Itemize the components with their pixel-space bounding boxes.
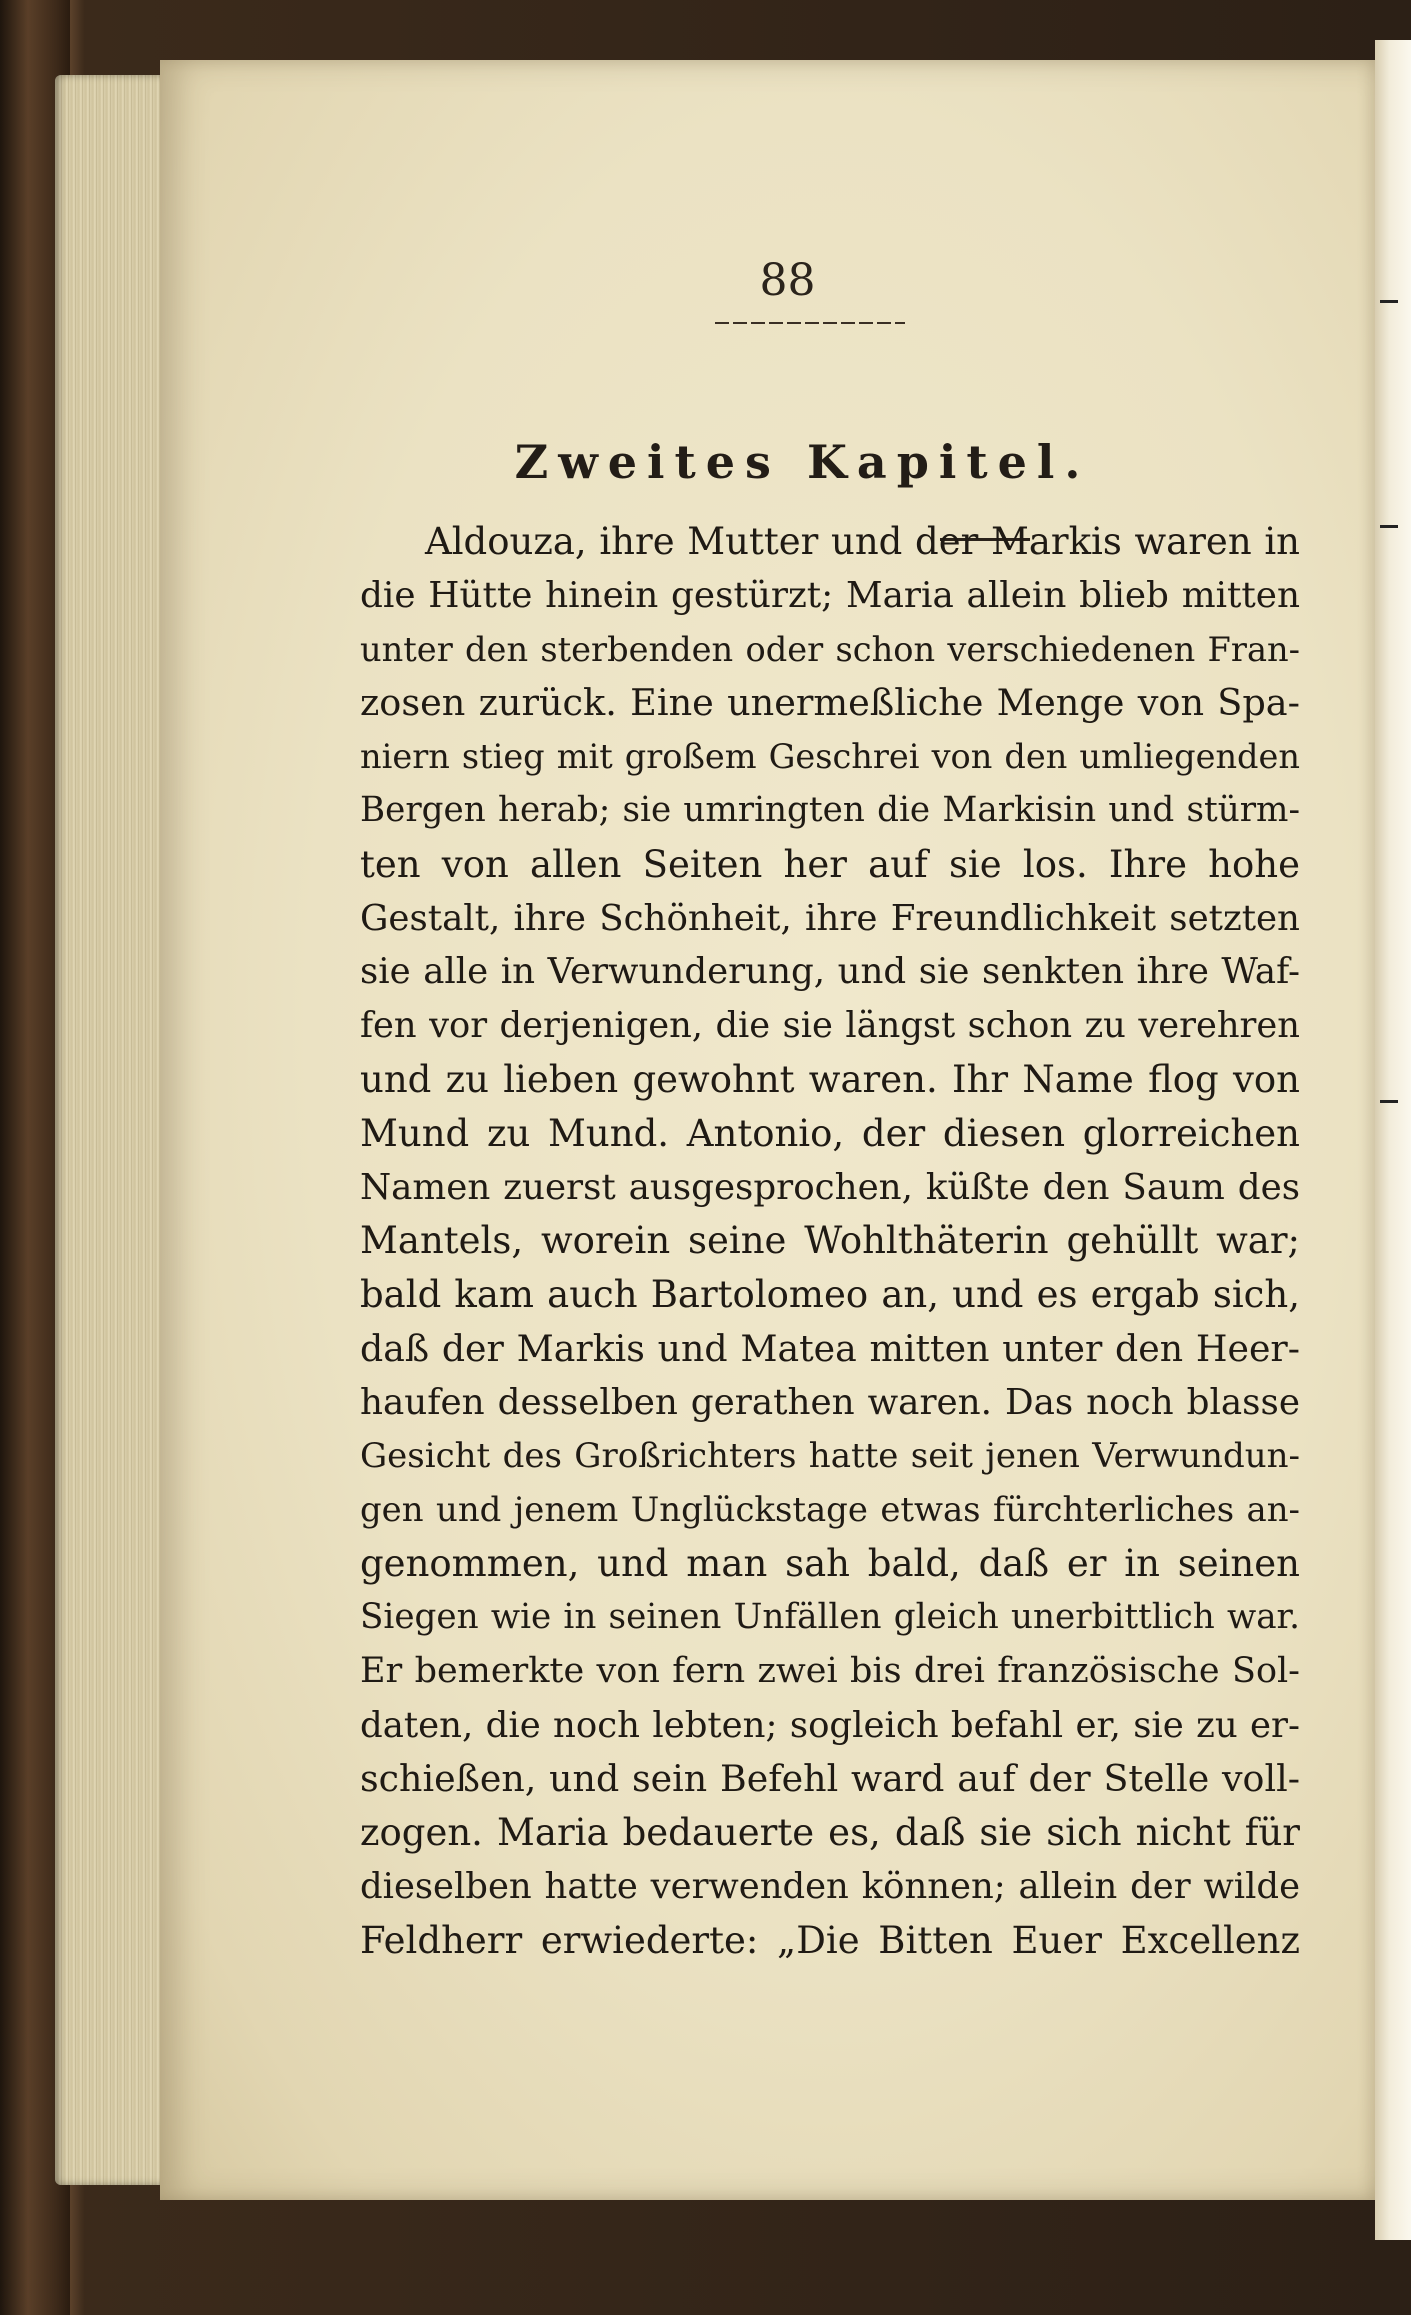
text-line: daten, die noch lebten; sogleich befahl er, sie zu er-: [360, 1704, 1300, 1746]
text-line: Gestalt, ihre Schönheit, ihre Freundlichkeit setzten: [360, 897, 1300, 939]
header-rule: [715, 322, 905, 324]
text-line: Gesicht des Großrichters hatte seit jenen Verwundun-: [360, 1435, 1300, 1476]
body-text: [360, 515, 1300, 1968]
text-line: bald kam auch Bartolomeo an, und es ergab sich,: [360, 1273, 1300, 1317]
text-line: gen und jenem Unglückstage etwas fürchterliches an-: [360, 1490, 1300, 1530]
text-line: niern stieg mit großem Geschrei von den umliegenden: [360, 737, 1300, 777]
text-line: Mund zu Mund. Antonio, der diesen glorreichen: [360, 1111, 1300, 1155]
text-line: Er bemerkte von fern zwei bis drei französische Sol-: [360, 1650, 1300, 1691]
text-line: Aldouza, ihre Mutter und der Markis waren in: [425, 520, 1300, 563]
text-line: Mantels, worein seine Wohlthäterin gehüllt war;: [360, 1219, 1300, 1263]
margin-tick: [1380, 1100, 1398, 1103]
text-line: dieselben hatte verwenden können; allein der wilde: [360, 1865, 1300, 1907]
text-line: haufen desselben gerathen waren. Das noch blasse: [360, 1381, 1300, 1423]
chapter-title: Zweites Kapitel.: [514, 435, 1091, 489]
text-line: daß der Markis und Matea mitten unter den Heer-: [360, 1326, 1300, 1370]
text-line: ten von allen Seiten her auf sie los. Ihre hohe: [360, 842, 1300, 886]
text-line: zogen. Maria bedauerte es, daß sie sich nicht für: [360, 1811, 1300, 1855]
text-line: und zu lieben gewohnt waren. Ihr Name flog von: [360, 1057, 1300, 1101]
text-line: unter den sterbenden oder schon verschiedenen Fran-: [360, 629, 1300, 669]
text-line: schießen, und sein Befehl ward auf der Stelle voll-: [360, 1757, 1300, 1801]
text-line: die Hütte hinein gestürzt; Maria allein blieb mitten: [360, 574, 1300, 616]
text-line: Bergen herab; sie umringten die Markisin und stürm-: [360, 789, 1300, 830]
page-edges: [55, 75, 175, 2185]
text-line: genommen, und man sah bald, daß er in seinen: [360, 1542, 1300, 1586]
page-number: 88: [759, 255, 816, 306]
facing-page-edge: [1375, 40, 1411, 2240]
text-line: zosen zurück. Eine unermeßliche Menge von Spa-: [360, 681, 1300, 725]
text-line: Siegen wie in seinen Unfällen gleich unerbittlich war.: [360, 1596, 1300, 1637]
text-line: Feldherr erwiederte: „Die Bitten Euer Excellenz: [360, 1918, 1300, 1962]
margin-tick: [1380, 525, 1398, 528]
text-line: Namen zuerst ausgesprochen, küßte den Saum des: [360, 1166, 1300, 1208]
text-line: sie alle in Verwunderung, und sie senkten ihre Waf-: [360, 951, 1300, 993]
text-line: fen vor derjenigen, die sie längst schon zu verehren: [360, 1005, 1300, 1047]
